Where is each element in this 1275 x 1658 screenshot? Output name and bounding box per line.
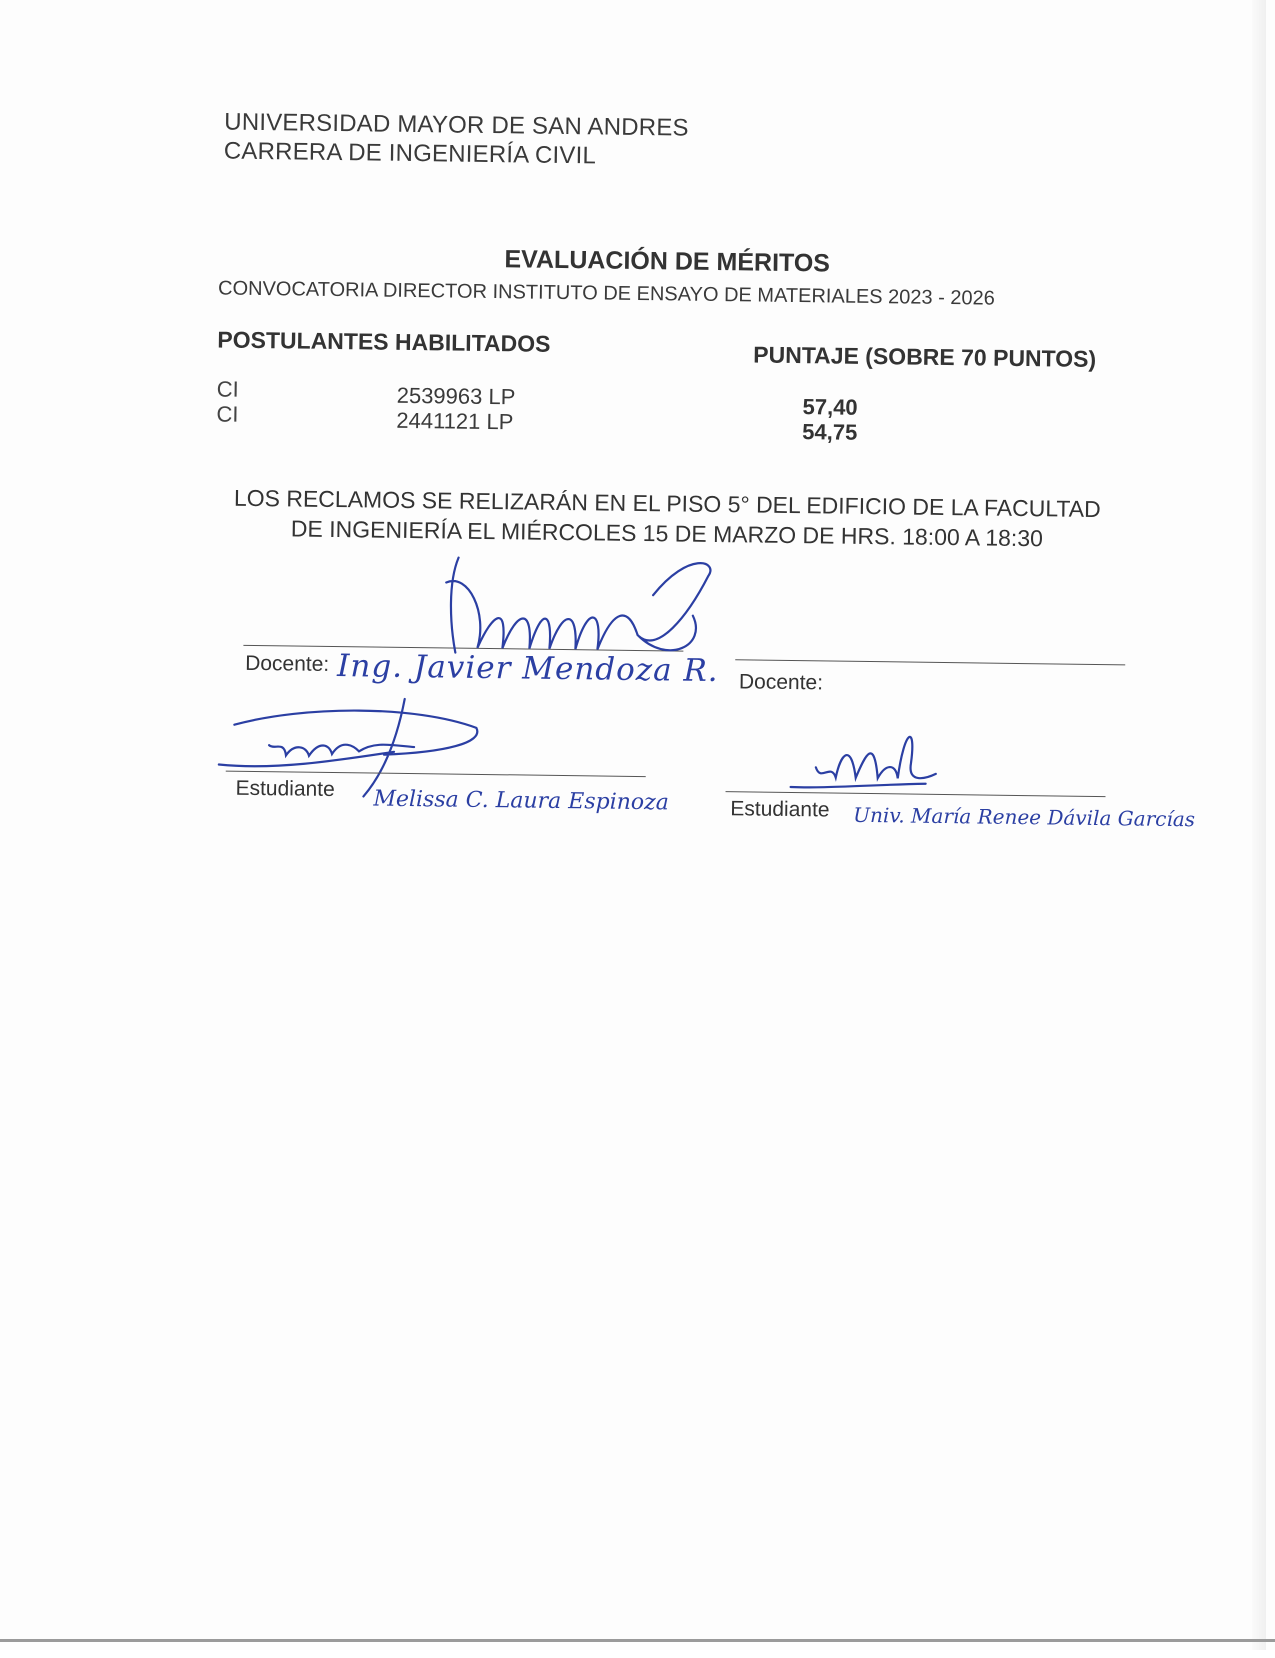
id-number: 2441121 LP [396,407,514,435]
document-subtitle: CONVOCATORIA DIRECTOR INSTITUTO DE ENSAYO DE MATERIALES 2023 - 2026 [217,277,996,310]
student-right-label: Estudiante [730,797,830,822]
score-value: 54,75 [802,419,858,445]
column-header-score: PUNTAJE (SOBRE 70 PUNTOS) [753,341,1097,372]
column-header-applicants: POSTULANTES HABILITADOS [217,326,551,357]
document-title: EVALUACIÓN DE MÉRITOS [504,245,831,278]
claims-notice-line1: LOS RECLAMOS SE RELIZARÁN EN EL PISO 5° DEL EDIFICIO DE LA FACULTAD [233,484,1101,523]
career-name: CARRERA DE INGENIERÍA CIVIL [223,137,597,170]
claims-notice-line2: DE INGENIERÍA EL MIÉRCOLES 15 DE MARZO DE HRS. 18:00 A 18:30 [290,515,1044,552]
university-name: UNIVERSIDAD MAYOR DE SAN ANDRES [224,108,689,142]
id-type: CI [216,401,239,427]
docente-left-signature [437,552,729,716]
id-type: CI [216,376,239,402]
docente-left-handwritten-name: Ing. Javier Mendoza R. [336,648,719,690]
student-right-handwritten-name: Univ. María Renee Dávila Garcías [853,802,1196,832]
student-left-label: Estudiante [235,776,335,802]
docente-right-label: Docente: [738,670,824,695]
id-number: 2539963 LP [396,382,516,410]
score-value: 57,40 [802,394,858,420]
scan-bottom-edge [0,1639,1275,1642]
claims-notice [227,483,1108,555]
docente-left-label: Docente: [245,651,330,676]
student-left-handwritten-name: Melissa C. Laura Espinoza [373,786,669,816]
docente-right-signature-line [735,659,1125,665]
